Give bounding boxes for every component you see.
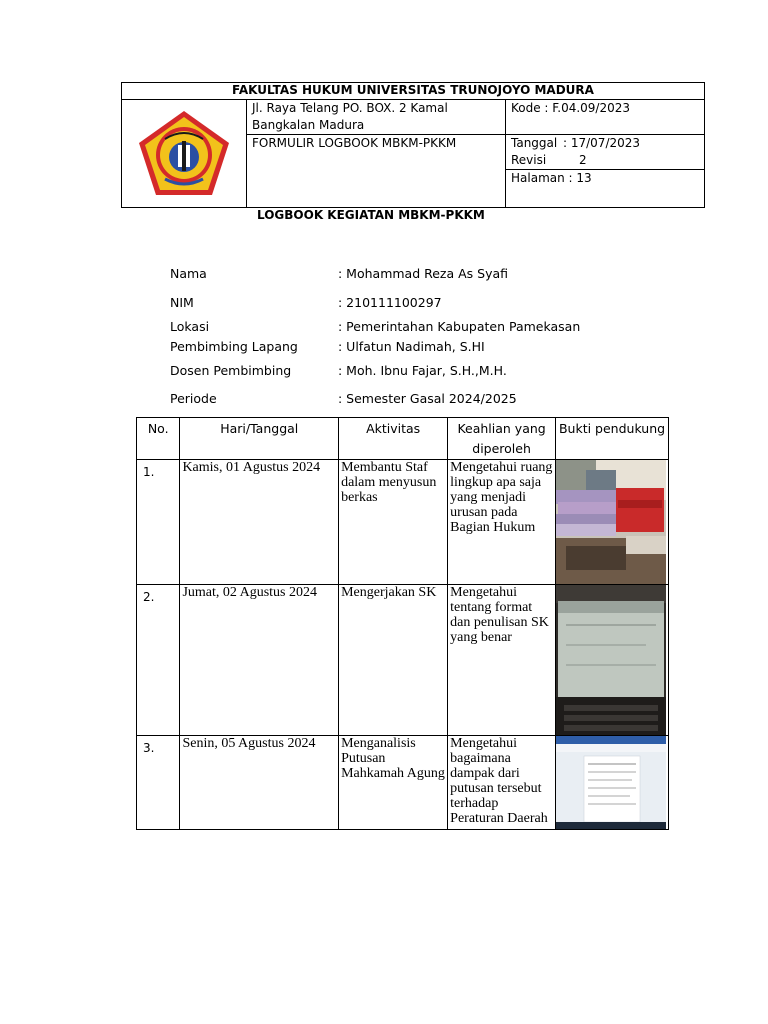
info-label-periode: Periode [170, 391, 217, 406]
university-logo [135, 109, 233, 199]
logbook-subtitle: LOGBOOK KEGIATAN MBKM-PKKM [257, 208, 485, 222]
row-date: Senin, 05 Agustus 2024 [180, 736, 339, 830]
row-date: Kamis, 01 Agustus 2024 [180, 460, 339, 585]
address-cell: Jl. Raya Telang PO. BOX. 2 Kamal Bangkalan Madura [247, 100, 506, 135]
header-activity: Aktivitas [339, 418, 448, 460]
row-skill: Mengetahui ruang lingkup apa saja yang menjadi urusan pada Bagian Hukum [448, 460, 556, 585]
table-header-row [137, 418, 669, 460]
revisi-label: Revisi [511, 153, 547, 167]
info-label-dosen: Dosen Pembimbing [170, 363, 292, 378]
table-row [137, 460, 669, 585]
kode-cell: Kode : F.04.09/2023 [506, 100, 705, 135]
evidence-photo-document-screenshot [556, 736, 666, 829]
institution-title: FAKULTAS HUKUM UNIVERSITAS TRUNOJOYO MADURA [122, 83, 705, 100]
halaman-cell: Halaman : 13 [506, 170, 705, 208]
form-name-cell: FORMULIR LOGBOOK MBKM-PKKM [247, 135, 506, 208]
activity-table [136, 417, 669, 830]
info-label-nama: Nama [170, 266, 207, 281]
header-table [121, 82, 705, 208]
info-label-nim: NIM [170, 295, 194, 310]
table-row [137, 736, 669, 830]
tanggal-value: : 17/07/2023 [563, 136, 641, 150]
info-label-pembimbing-lapang: Pembimbing Lapang [170, 339, 298, 354]
info-value-lokasi: : Pemerintahan Kabupaten Pamekasan [338, 319, 581, 334]
tanggal-label: Tanggal [511, 136, 558, 150]
row-activity: Menganalisis Putusan Mahkamah Agung [339, 736, 448, 830]
header-no: No. [137, 418, 180, 460]
row-skill: Mengetahui tentang format dan penulisan SK yang benar [448, 585, 556, 736]
revisi-value: 2 [579, 153, 587, 167]
row-skill: Mengetahui bagaimana dampak dari putusan tersebut terhadap Peraturan Daerah [448, 736, 556, 830]
logo-cell [122, 100, 247, 208]
row-evidence-cell [556, 460, 669, 585]
row-no: 2. [137, 585, 180, 736]
tanggal-revisi-cell [506, 135, 705, 170]
header-date: Hari/Tanggal [180, 418, 339, 460]
row-date: Jumat, 02 Agustus 2024 [180, 585, 339, 736]
row-activity: Membantu Staf dalam menyusun berkas [339, 460, 448, 585]
evidence-photo-laptop-sk [556, 585, 666, 735]
row-activity: Mengerjakan SK [339, 585, 448, 736]
info-value-nama: : Mohammad Reza As Syafi [338, 266, 509, 281]
table-row [137, 585, 669, 736]
evidence-photo-office-files [556, 460, 666, 584]
header-skill: Keahlian yang diperoleh [448, 418, 556, 460]
info-value-pembimbing-lapang: : Ulfatun Nadimah, S.HI [338, 339, 485, 354]
header-evidence: Bukti pendukung [556, 418, 669, 460]
info-value-dosen: : Moh. Ibnu Fajar, S.H.,M.H. [338, 363, 507, 378]
row-no: 1. [137, 460, 180, 585]
row-evidence-cell [556, 585, 669, 736]
row-evidence-cell [556, 736, 669, 830]
info-value-periode: : Semester Gasal 2024/2025 [338, 391, 517, 406]
row-no: 3. [137, 736, 180, 830]
info-value-nim: : 210111100297 [338, 295, 442, 310]
info-label-lokasi: Lokasi [170, 319, 210, 334]
